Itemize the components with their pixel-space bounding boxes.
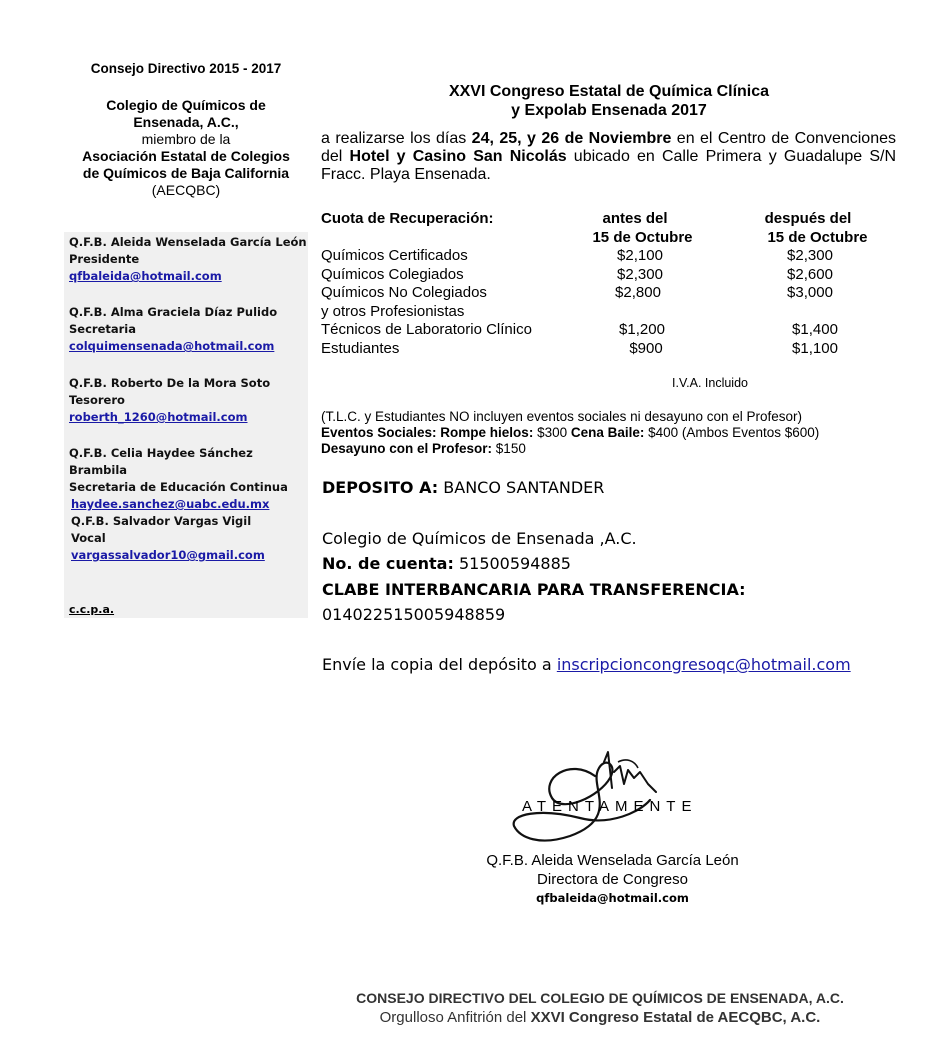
member-name: Q.F.B. Aleida Wenselada García León [69, 235, 307, 249]
member-role: Secretaria [69, 322, 137, 336]
member-email-link[interactable]: colquimensenada@hotmail.com [69, 339, 275, 353]
intro-text-1: a realizarse los días [321, 130, 472, 147]
fees-col-before-2: 15 de Octubre [592, 229, 693, 246]
member-role: Secretaria de Educación Continua [69, 480, 288, 494]
deposit-clabe-label: CLABE INTERBANCARIA PARA TRANSFERENCIA: [322, 580, 746, 599]
title-line-1: XXVI Congreso Estatal de Química Clínica [448, 83, 770, 100]
fees-col-after-2: 15 de Octubre [767, 229, 868, 246]
member-email-link[interactable]: vargassalvador10@gmail.com [71, 548, 265, 562]
member-email-link[interactable]: haydee.sanchez@uabc.edu.mx [71, 497, 270, 511]
atentamente-text: ATENTAMENTE [522, 798, 698, 815]
member-role: Vocal [71, 531, 106, 545]
notes-breakfast: Desayuno con el Profesor: $150 [321, 441, 526, 456]
member-email-link[interactable]: roberth_1260@hotmail.com [69, 410, 248, 424]
member-name: Q.F.B. Roberto De la Mora Soto [69, 376, 271, 390]
footer-line-2: Orgulloso Anfitrión del XXVI Congreso Estatal de AECQBC, A.C. [379, 1009, 821, 1026]
ccpa-label: c.c.p.a. [69, 603, 115, 616]
fee-row-label: Técnicos de Laboratorio Clínico [321, 321, 532, 338]
signer-email: qfbaleida@hotmail.com [536, 891, 689, 905]
fee-row-before: $2,800 [615, 284, 661, 301]
fee-row-after: $2,600 [787, 266, 833, 283]
fee-row-before: $2,300 [617, 266, 663, 283]
member-education-secretary [69, 445, 308, 513]
fee-row-after: $1,100 [792, 340, 838, 357]
member-role: Tesorero [69, 393, 125, 407]
congress-title [322, 82, 896, 120]
colegio-name-2: Ensenada, A.C., [133, 114, 239, 130]
footer-line-1: CONSEJO DIRECTIVO DEL COLEGIO DE QUÍMICOS DE ENSENADA, A.C. [356, 990, 844, 1006]
fees-col-after-1: después del [764, 210, 852, 227]
member-email-link[interactable]: qfbaleida@hotmail.com [69, 269, 222, 283]
registration-email-link[interactable]: inscripcioncongresoqc@hotmail.com [556, 655, 851, 674]
deposit-holder: Colegio de Químicos de Ensenada ,A.C. [322, 529, 637, 548]
deposit-send-line: Envíe la copia del depósito a inscripcioncongresoqc@hotmail.com [322, 655, 851, 674]
page-footer [300, 988, 900, 1028]
deposit-bank: DEPOSITO A: BANCO SANTANDER [322, 478, 605, 497]
event-notes [321, 409, 901, 457]
fee-row-before: $900 [629, 340, 663, 357]
notes-social-events: Eventos Sociales: Rompe hielos: $300 Cena Baile: $400 (Ambos Eventos $600) [321, 425, 820, 440]
asociacion-siglas: (AECQBC) [151, 182, 221, 198]
member-secretary [69, 304, 277, 355]
fees-col-before-1: antes del [602, 210, 668, 227]
fee-row-label: Químicos Colegiados [321, 266, 464, 283]
signer-block [440, 851, 785, 908]
colegio-name-1: Colegio de Químicos de [106, 97, 266, 113]
venue-name: Hotel y Casino San Nicolás [349, 148, 567, 165]
fee-row-label: Químicos Certificados [321, 247, 468, 264]
left-header [40, 60, 332, 199]
fees-header: Cuota de Recuperación: [321, 210, 494, 227]
notes-exclusion: (T.L.C. y Estudiantes NO incluyen eventos sociales ni desayuno con el Profesor) [321, 409, 802, 424]
fee-row-before: $2,100 [617, 247, 663, 264]
intro-text-3: ubicado en Calle Primera y Guadalupe S/N Fracc. Playa Ensenada. [321, 148, 897, 183]
consejo-period: Consejo Directivo 2015 - 2017 [90, 61, 282, 76]
member-president [69, 234, 307, 285]
miembro-text: miembro de la [141, 131, 231, 147]
member-vocal [71, 513, 265, 564]
event-dates: 24, 25, y 26 de Noviembre [471, 130, 672, 147]
fee-row-label: Químicos No Colegiados [321, 284, 487, 301]
asociacion-name-2: de Químicos de Baja California [82, 165, 290, 181]
deposit-account: No. de cuenta: 51500594885 [322, 554, 571, 573]
member-name: Q.F.B. Salvador Vargas Vigil [71, 514, 252, 528]
deposit-clabe-value: 014022515005948859 [322, 605, 506, 624]
fee-row-before: $1,200 [619, 321, 665, 338]
iva-note: I.V.A. Incluido [672, 376, 748, 390]
fee-row-label-2: y otros Profesionistas [321, 303, 465, 320]
member-name: Q.F.B. Alma Graciela Díaz Pulido [69, 305, 278, 319]
fee-row-label: Estudiantes [321, 340, 400, 357]
intro-paragraph [321, 130, 896, 184]
fee-row-after: $1,400 [792, 321, 838, 338]
member-role: Presidente [69, 252, 140, 266]
member-name: Q.F.B. Celia Haydee Sánchez Brambila [69, 446, 253, 477]
member-treasurer [69, 375, 270, 426]
directory-panel [64, 232, 308, 618]
title-line-2: y Expolab Ensenada 2017 [511, 102, 707, 119]
intro-text-2: en el Centro de Convenciones del [321, 130, 896, 165]
fee-row-after: $2,300 [787, 247, 833, 264]
signer-title: Directora de Congreso [537, 871, 688, 888]
signer-name: Q.F.B. Aleida Wenselada García León [486, 852, 739, 869]
fee-row-after: $3,000 [787, 284, 833, 301]
asociacion-name-1: Asociación Estatal de Colegios [82, 148, 290, 164]
